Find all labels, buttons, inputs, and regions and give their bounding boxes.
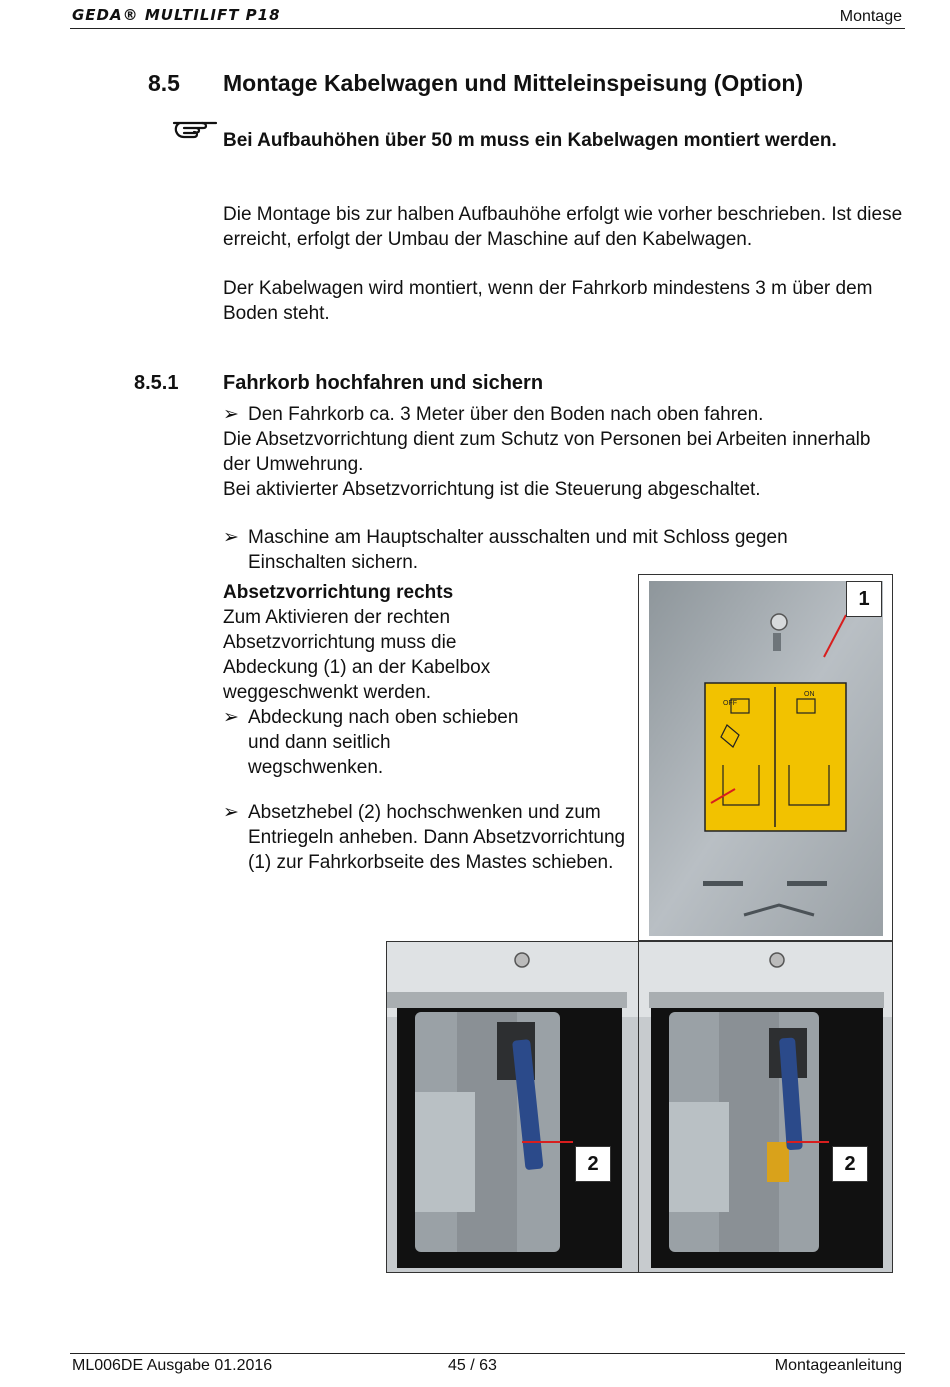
step-list-4 (223, 800, 628, 875)
pointing-hand-icon (172, 114, 218, 145)
section-number: 8.5 (148, 70, 180, 96)
step-item (223, 705, 523, 780)
step-list-3 (223, 580, 523, 780)
step-item (223, 800, 628, 875)
subheading-text: Zum Aktivieren der rechten Absetzvorrichtung muss die Abdeckung (1) an der Kabelbox weggeschwenkt werden. (223, 607, 491, 703)
subheading: Absetzvorrichtung rechts (223, 582, 454, 603)
label-on: ON (804, 691, 815, 698)
photo-lever-lowered (386, 941, 639, 1273)
callout-1: 1 (846, 581, 882, 617)
step-text: Absetzhebel (2) hochschwenken und zum Entriegeln anheben. Dann Absetzvorrichtung (1) zur Fahrkorbseite des Mastes schieben. (248, 802, 626, 873)
step-text: Den Fahrkorb ca. 3 Meter über den Boden nach oben fahren. (248, 404, 764, 425)
bullet-arrow-icon: ➢ (223, 527, 239, 548)
header-section: Montage (839, 8, 902, 25)
paragraph-2: Der Kabelwagen wird montiert, wenn der Fahrkorb mindestens 3 m über dem Boden steht. (223, 278, 873, 324)
step-text: Maschine am Hauptschalter ausschalten und mit Schloss gegen Einschalten sichern. (248, 527, 788, 573)
callout-2-left: 2 (575, 1146, 611, 1182)
step-list-2 (223, 525, 883, 575)
brand-logo: GEDA® MULTILIFT P18 (72, 6, 281, 24)
footer-type: Montageanleitung (774, 1357, 902, 1374)
subsection-title: Fahrkorb hochfahren und sichern (223, 372, 544, 394)
step-text: Abdeckung nach oben schieben und dann seitlich wegschwenken. (248, 707, 519, 778)
footer-divider (70, 1353, 905, 1354)
step-item (223, 402, 903, 427)
section-title: Montage Kabelwagen und Mitteleinspeisung (Option) (223, 70, 804, 96)
footer-page: 45 / 63 (448, 1357, 497, 1374)
step-note-1: Die Absetzvorrichtung dient zum Schutz von Personen bei Arbeiten innerhalb der Umwehrung. (223, 429, 871, 475)
header-divider (70, 28, 905, 29)
bullet-arrow-icon: ➢ (223, 802, 239, 823)
paragraph-1: Die Montage bis zur halben Aufbauhöhe erfolgt wie vorher beschrieben. Ist diese erreicht, erfolgt der Umbau der Maschine auf den Kabelwagen. (223, 204, 903, 250)
note-text: Bei Aufbauhöhen über 50 m muss ein Kabelwagen montiert werden. (223, 130, 837, 151)
subsection-number: 8.5.1 (134, 372, 179, 394)
step-note-2: Bei aktivierter Absetzvorrichtung ist die Steuerung abgeschaltet. (223, 479, 761, 500)
photo-lever-raised (638, 941, 893, 1273)
footer-doc: ML006DE Ausgabe 01.2016 (72, 1357, 273, 1374)
photo-cover-plate (638, 574, 893, 941)
callout-2-right: 2 (832, 1146, 868, 1182)
step-item (223, 525, 883, 575)
label-off: OFF (723, 700, 737, 707)
step-list-1 (223, 402, 903, 502)
bullet-arrow-icon: ➢ (223, 707, 239, 728)
bullet-arrow-icon: ➢ (223, 404, 239, 425)
